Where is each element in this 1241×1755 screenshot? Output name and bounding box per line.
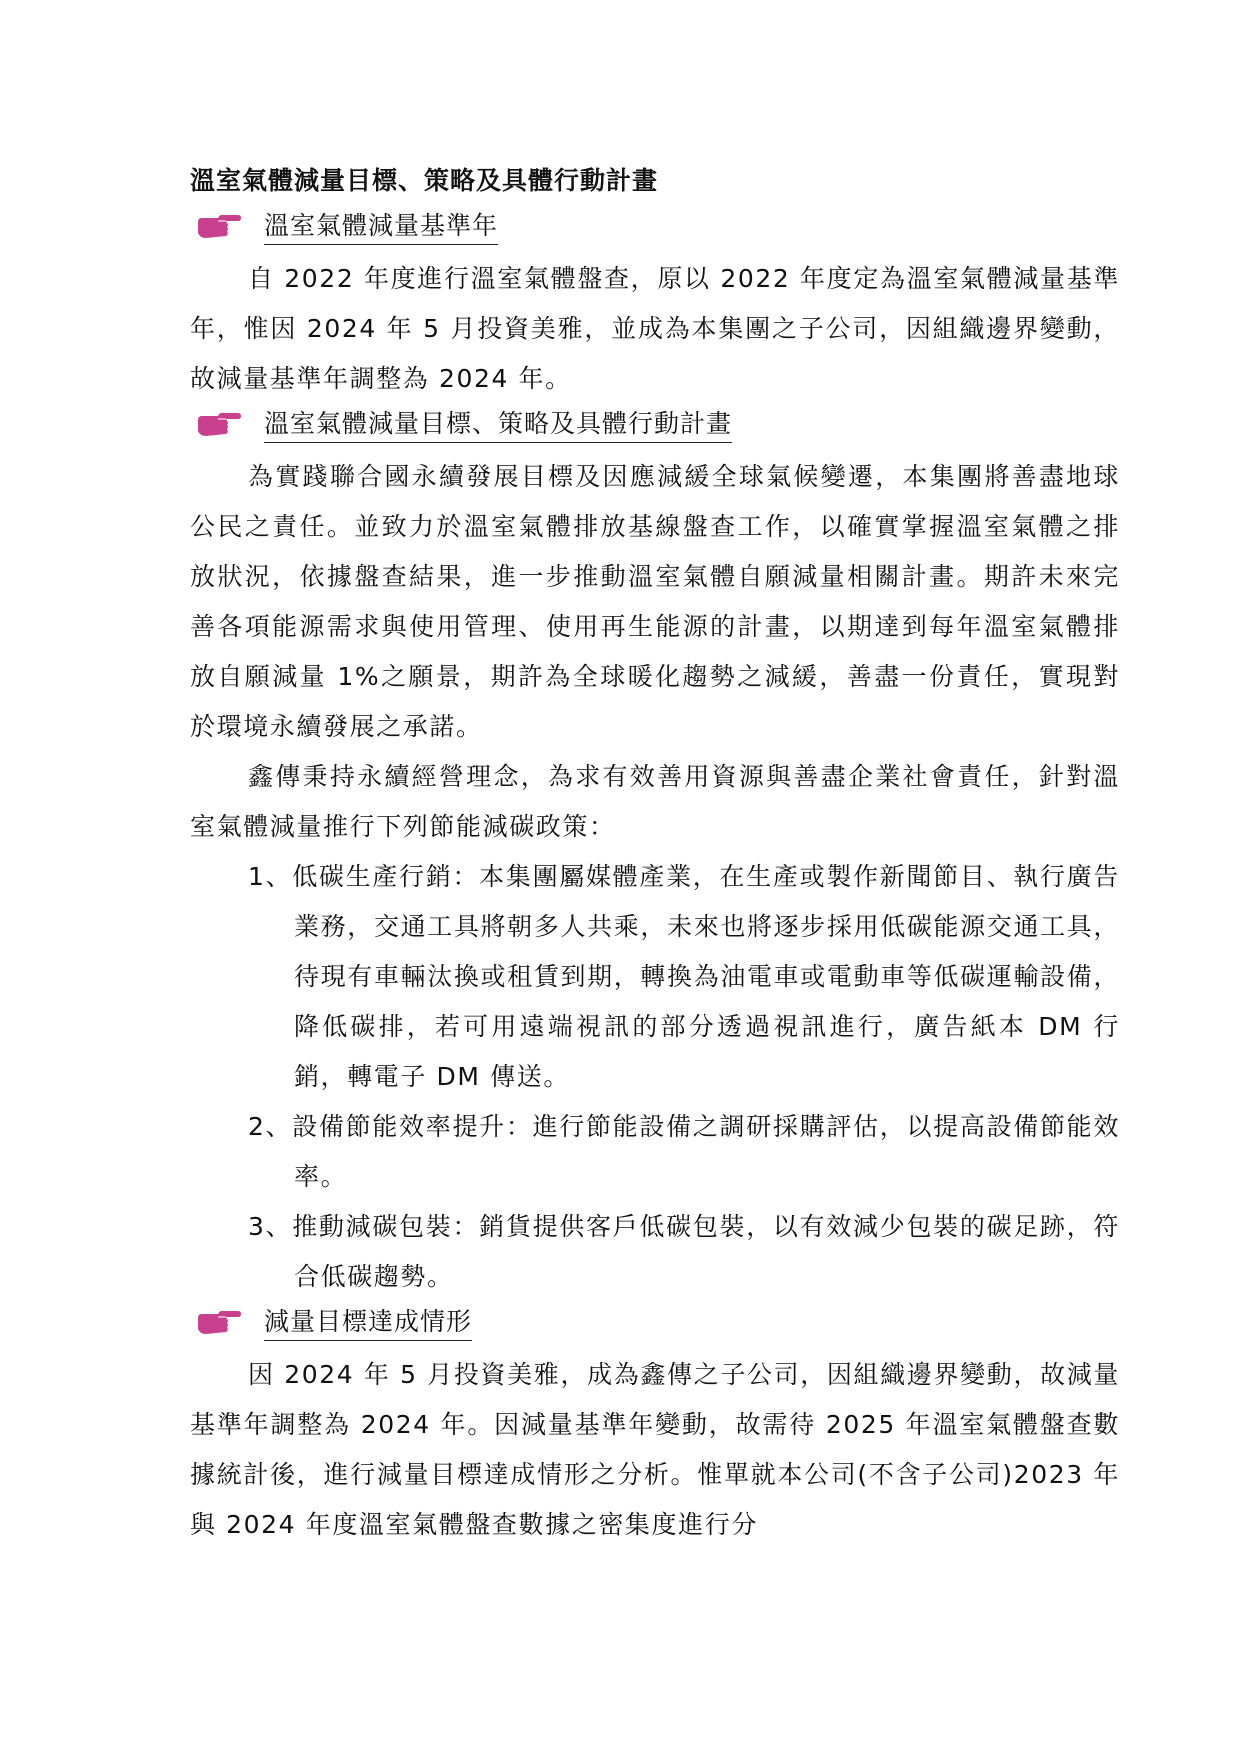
list-item-text: 設備節能效率提升：進行節能設備之調研採購評估，以提高設備節能效率。 bbox=[292, 1112, 1120, 1191]
list-item-number: 3、 bbox=[248, 1212, 293, 1241]
pointing-hand-icon bbox=[196, 411, 242, 439]
list-item-number: 2、 bbox=[248, 1112, 293, 1141]
list-item bbox=[190, 852, 1120, 1102]
section-heading-strategy bbox=[190, 404, 1120, 446]
list-item-text: 推動減碳包裝：銷貨提供客戶低碳包裝，以有效減少包裝的碳足跡，符合低碳趨勢。 bbox=[292, 1212, 1120, 1291]
document-page bbox=[190, 160, 1120, 1550]
pointing-hand-icon bbox=[196, 213, 242, 241]
section-title: 溫室氣體減量目標、策略及具體行動計畫 bbox=[264, 407, 732, 443]
paragraph: 為實踐聯合國永續發展目標及因應減緩全球氣候變遷，本集團將善盡地球公民之責任。並致力於溫室氣體排放基線盤查工作，以確實掌握溫室氣體之排放狀況，依據盤查結果，進一步推動溫室氣體自願減量相關計畫。期許未來完善各項能源需求與使用管理、使用再生能源的計畫，以期達到每年溫室氣體排放自願減量 1%之願景，期許為全球暖化趨勢之減緩，善盡一份責任，實現對於環境永續發展之承諾。 bbox=[190, 462, 1120, 741]
paragraph: 自 2022 年度進行溫室氣體盤查，原以 2022 年度定為溫室氣體減量基準年，惟因 2024 年 5 月投資美雅，並成為本集團之子公司，因組織邊界變動，故減量基準年調整為 2024 年。 bbox=[190, 264, 1120, 393]
policy-list bbox=[190, 852, 1120, 1302]
section-title: 溫室氣體減量基準年 bbox=[264, 209, 498, 245]
section-heading-baseline-year bbox=[190, 206, 1120, 248]
section-heading-achievement bbox=[190, 1302, 1120, 1344]
list-item bbox=[190, 1202, 1120, 1302]
pointing-hand-icon bbox=[196, 1309, 242, 1337]
paragraph: 因 2024 年 5 月投資美雅，成為鑫傳之子公司，因組織邊界變動，故減量基準年調整為 2024 年。因減量基準年變動，故需待 2025 年溫室氣體盤查數據統計後，進行減量目標達成情形之分析。惟單就本公司(不含子公司)2023 年與 2024 年度溫室氣體盤查數據之密集度進行分 bbox=[190, 1360, 1120, 1539]
list-item-number: 1、 bbox=[248, 862, 293, 891]
list-item bbox=[190, 1102, 1120, 1202]
page-title: 溫室氣體減量目標、策略及具體行動計畫 bbox=[190, 166, 659, 195]
paragraph: 鑫傳秉持永續經營理念，為求有效善用資源與善盡企業社會責任，針對溫室氣體減量推行下列節能減碳政策： bbox=[190, 762, 1120, 841]
list-item-text: 低碳生產行銷：本集團屬媒體產業，在生產或製作新聞節目、執行廣告業務，交通工具將朝多人共乘，未來也將逐步採用低碳能源交通工具，待現有車輛汰換或租賃到期，轉換為油電車或電動車等低碳運輸設備，降低碳排，若可用遠端視訊的部分透過視訊進行，廣告紙本 DM 行銷，轉電子 DM 傳送。 bbox=[292, 862, 1120, 1091]
section-title: 減量目標達成情形 bbox=[264, 1305, 472, 1341]
